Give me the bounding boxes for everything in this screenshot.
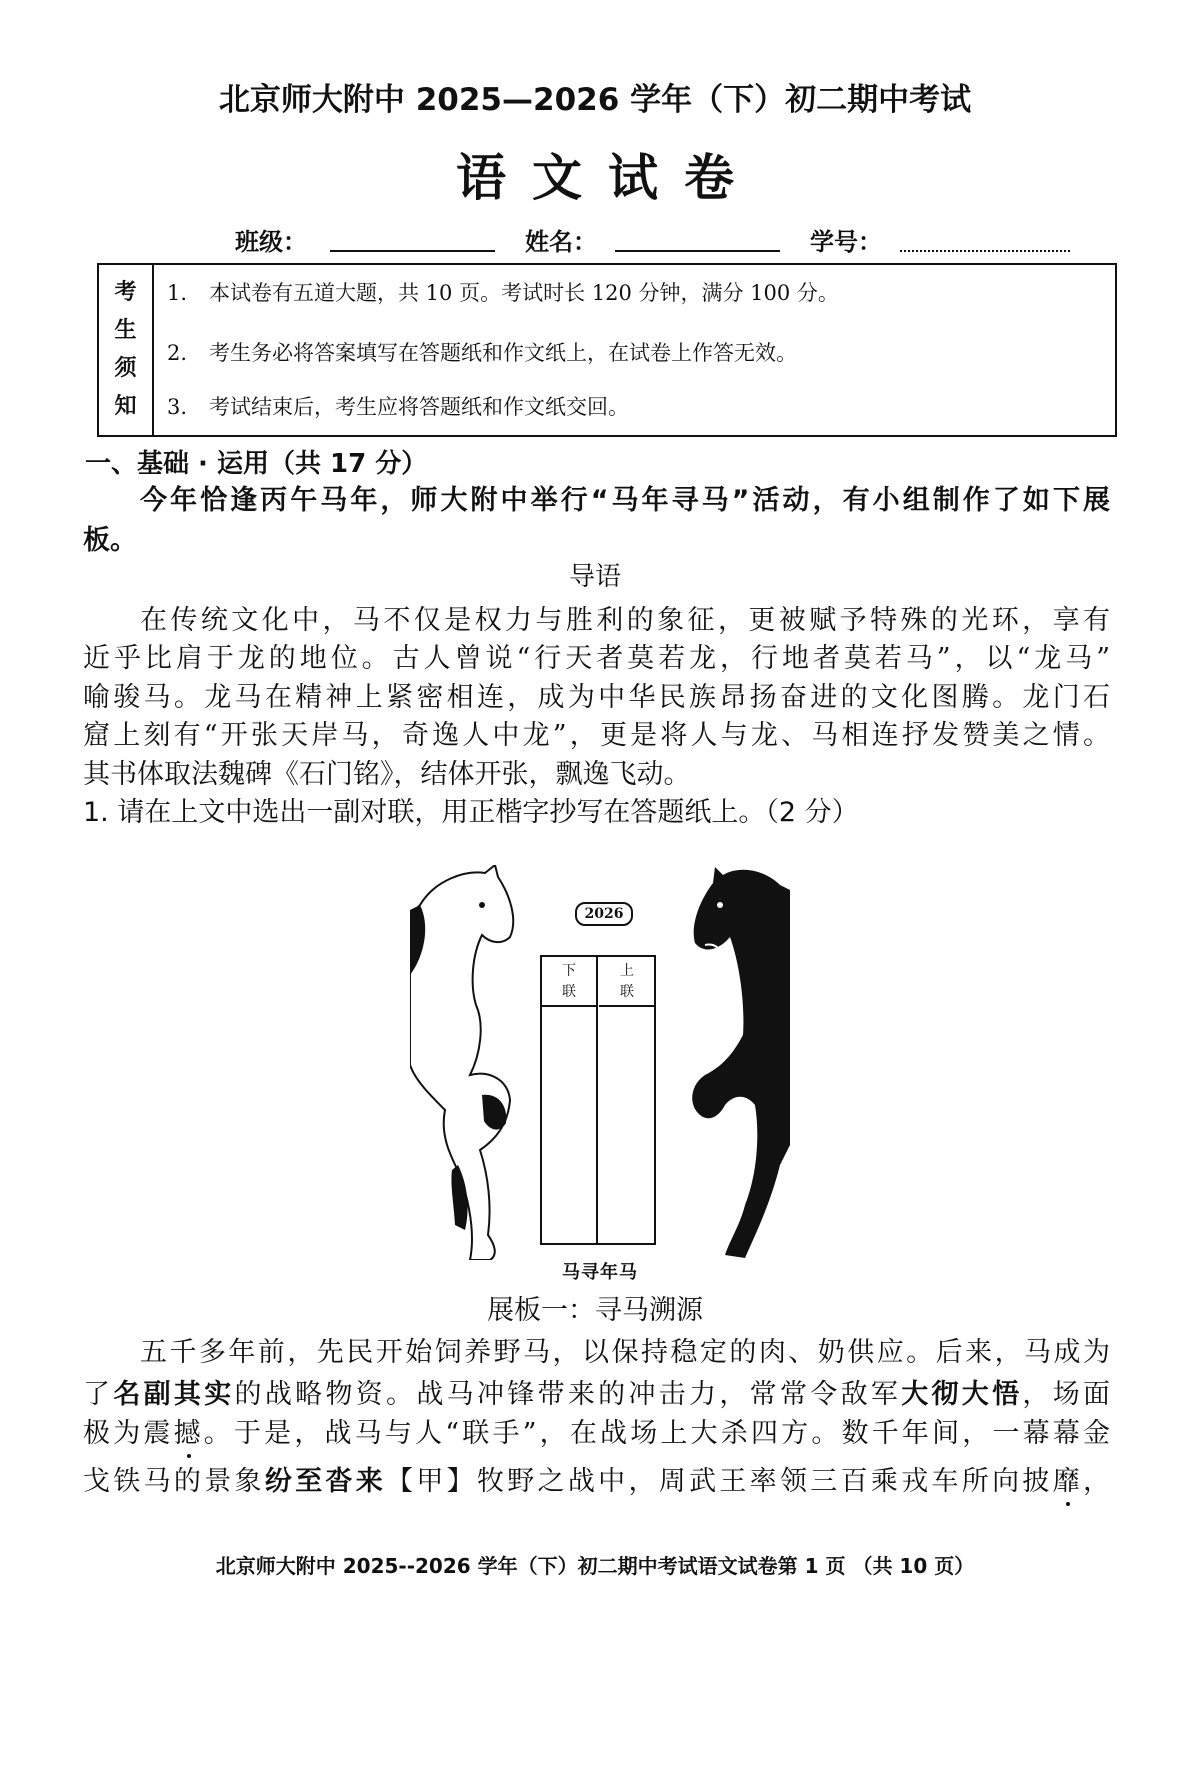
daoyu-line: 窟上刻有“开张天岸马，奇逸人中龙”，更是将人与龙、马相连抒发赞美之情。 [83,720,1110,751]
bold-idiom: 大彻大悟 [901,1379,1023,1410]
notice-item [167,391,629,421]
text-segment: ，场面 [1022,1379,1111,1410]
figure-caption: 马寻年马 [562,1262,638,1283]
panel1-heading: 展板一：寻马溯源 [487,1295,703,1326]
text-segment: 【甲】牧野之战中，周武王率领三百乘戎车所向披 [386,1466,1053,1497]
head-char: 联 [620,984,634,1000]
emphasis-dot-char: 撼 [173,1418,204,1449]
daoyu-line: 在传统文化中，马不仅是权力与胜利的象征，更被赋予特殊的光环，享有 [140,605,1110,636]
lower-couplet-head [542,957,596,1007]
name-input-line[interactable] [615,250,780,252]
panel1-line: 五千多年前，先民开始饲养野马，以保持稳定的肉、奶供应。后来，马成为 [140,1337,1110,1368]
daoyu-line: 其书体取法魏碑《石门铭》，结体开张，飘逸飞动。 [83,759,691,790]
text-segment: 戈铁马的景象 [83,1466,265,1497]
panel1-line [83,1411,1110,1450]
text-segment: ， [1083,1466,1111,1497]
text-segment: 的战略物资。战马冲锋带来的冲击力，常常令敌军 [234,1379,902,1410]
couplet-frame [540,955,656,1245]
text-segment: 极为震 [83,1418,174,1449]
notice-item-number: 3. [167,395,188,419]
head-char: 联 [562,984,576,1000]
notice-label-char: 须 [114,355,137,381]
notice-item-number: 2. [167,341,188,365]
student-info-row [0,222,1190,256]
exam-title: 北京师大附中 2025—2026 学年（下）初二期中考试 [218,82,972,118]
daoyu-heading: 导语 [568,562,621,592]
class-input-line[interactable] [330,250,495,252]
exam-notice-box [97,263,1117,437]
upper-couplet-head [599,957,655,1007]
bold-idiom: 名副其实 [113,1379,235,1410]
text-segment: 。于是，战马与人“联手”，在战场上大杀四方。数千年间，一幕幕金 [203,1418,1111,1449]
text-segment: 了 [83,1379,114,1410]
black-horse-illustration [685,865,790,1260]
notice-label-char: 考 [114,279,137,305]
head-char: 下 [562,963,576,979]
lower-couplet-column [542,957,598,1243]
paper-title: 语文试卷 [456,148,760,207]
daoyu-line: 喻骏马。龙马在精神上紧密相连，成为中华民族昂扬奋进的文化图腾。龙门石 [83,682,1110,713]
daoyu-line: 近乎比肩于龙的地位。古人曾说“行天者莫若龙，行地者莫若马”，以“龙马” [83,643,1110,674]
notice-item-number: 1. [167,281,188,305]
intro-line: 今年恰逢丙午马年，师大附中举行“马年寻马”活动，有小组制作了如下展 [140,485,1110,516]
notice-item [167,337,797,367]
emphasis-dot-char: 靡 [1052,1466,1084,1497]
notice-label-column [99,265,154,435]
notice-label-char: 知 [114,393,137,419]
upper-couplet-column [599,957,655,1243]
couplet-figure [410,865,790,1285]
question-1: 1. 请在上文中选出一副对联，用正楷字抄写在答题纸上。（2 分） [83,797,859,828]
notice-label-char: 生 [114,317,137,343]
class-label: 班级： [235,228,307,256]
white-horse-illustration [410,865,520,1260]
notice-item-text: 本试卷有五道大题，共 10 页。考试时长 120 分钟，满分 100 分。 [209,281,839,305]
intro-line: 板。 [83,525,137,556]
student-id-label: 学号： [810,228,882,256]
panel1-line [83,1372,1110,1411]
head-char: 上 [620,963,634,979]
notice-item-text: 考试结束后，考生应将答题纸和作文纸交回。 [209,395,629,419]
notice-item-text: 考生务必将答案填写在答题纸和作文纸上，在试卷上作答无效。 [209,341,797,365]
bold-idiom: 纷至沓来 [264,1466,387,1497]
panel1-line [83,1459,1110,1498]
notice-item [167,277,839,307]
name-label: 姓名： [525,228,597,256]
page-footer: 北京师大附中 2025--2026 学年（下）初二期中考试语文试卷第 1 页 （共 10 页） [215,1554,975,1578]
student-id-input-line[interactable] [900,250,1070,252]
year-badge: 2026 [575,902,633,926]
section-heading: 一、基础 · 运用（共 17 分） [85,449,428,479]
